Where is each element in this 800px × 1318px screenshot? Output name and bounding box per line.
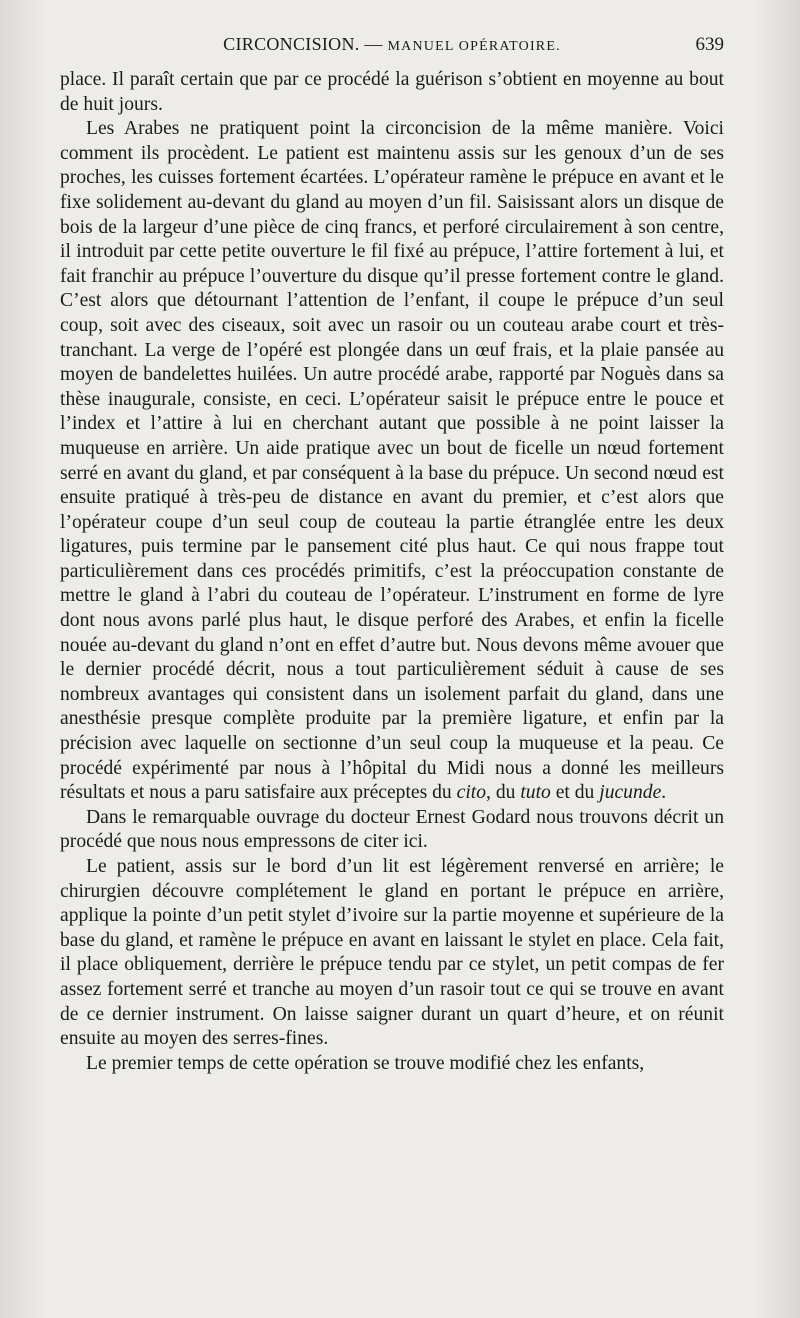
paragraph-2-tail: . <box>661 782 667 804</box>
running-title-main: CIRCONCISION. <box>223 34 360 54</box>
paragraph-2-italic-cito: cito <box>456 782 487 804</box>
paragraph-5-text: Le premier temps de cette opération se trouve modifié chez les enfants, <box>86 1052 645 1074</box>
paragraph-3 <box>60 806 724 855</box>
running-header <box>60 34 724 60</box>
paragraph-2-mid-2: et du <box>550 782 600 804</box>
paragraph-2 <box>60 117 724 806</box>
paragraph-2-italic-jucunde: jucunde <box>599 782 662 804</box>
running-title-dash: — <box>364 34 383 54</box>
paragraph-1 <box>60 68 724 117</box>
paragraph-1-text: place. Il paraît certain que par ce procédé la guérison s’obtient en moyenne au bout de huit jours. <box>60 69 724 115</box>
running-title <box>60 34 724 55</box>
paragraph-4-text: Le patient, assis sur le bord d’un lit est légèrement renversé en arrière; le chirurgien découvre complétement le gland en portant le prépuce en arrière, applique la pointe d’un petit stylet d’ivoire sur la partie moyenne et supérieure de la base du gland, et ramène le prépuce en avant en laissant le stylet en place. Cela fait, il place obliquement, derrière le prépuce tendu par ce stylet, un petit compas de fer assez fortement serré et tranche au moyen d’un rasoir tout ce qui se trouve en avant de ce dernier instrument. On laisse saigner durant un quart d’heure, et on réunit ensuite au moyen des serres-fines. <box>60 856 724 1050</box>
paragraph-3-text: Dans le remarquable ouvrage du docteur Ernest Godard nous trouvons décrit un procédé que nous nous empressons de citer ici. <box>60 806 724 853</box>
paragraph-5 <box>60 1052 724 1077</box>
paragraph-2-italic-tuto: tuto <box>520 782 551 804</box>
page-number: 639 <box>695 34 724 55</box>
paragraph-2-mid-1: , du <box>486 782 521 804</box>
paragraph-4 <box>60 855 724 1052</box>
running-title-sub: MANUEL OPÉRATOIRE. <box>387 39 561 54</box>
paragraph-2-text: Les Arabes ne pratiquent point la circoncision de la même manière. Voici comment ils procèdent. Le patient est maintenu assis sur les genoux d’un de ses proches, les cuisses fortement écartées. L’opérateur ramène le prépuce en avant et le fixe solidement au-devant du gland au moyen d’un fil. Saisissant alors un disque de bois de la largeur d’une pièce de cinq francs, et perforé circulairement à son centre, il introduit par cette petite ouverture le fil fixé au prépuce, l’attire fortement à lui, et fait franchir au prépuce l’ouverture du disque qu’il presse fortement contre le gland. C’est alors que détournant l’attention de l’enfant, il coupe le prépuce d’un seul coup, soit avec des ciseaux, soit avec un rasoir ou un couteau arabe court et très-tranchant. La verge de l’opéré est plongée dans un œuf frais, et la plaie pansée au moyen de bandelettes huilées. Un autre procédé arabe, rapporté par Noguès dans sa thèse inaugurale, consiste, en ceci. L’opérateur saisit le prépuce entre le pouce et l’index et l’attire à lui en cherchant autant que possible à ne point laisser la muqueuse en arrière. Un aide pratique avec un bout de ficelle un nœud fortement serré en avant du gland, et par conséquent à la base du prépuce. Un second nœud est ensuite pratiqué à très-peu de distance en avant du premier, et c’est alors que l’opérateur coupe d’un seul coup de couteau la partie étranglée entre les deux ligatures, puis termine par le pansement cité plus haut. Ce qui nous frappe tout particulièrement dans ces procédés primitifs, c’est la préoccupation constante de mettre le gland à l’abri du couteau de l’opérateur. L’instrument en forme de lyre dont nous avons parlé plus haut, le disque perforé des Arabes, et enfin la ficelle nouée au-devant du gland n’ont en effet d’autre but. Nous devons même avouer que le dernier procédé décrit, nous a tout particulièrement séduit à cause de ses nombreux avantages qui consistent dans un isolement parfait du gland, dans une anesthésie presque complète produite par la première ligature, et enfin par la précision avec laquelle on sectionne d’un seul coup la muqueuse et la peau. Ce procédé expérimenté par nous à l’hôpital du Midi nous a donné les meilleurs résultats et nous a paru satisfaire aux préceptes du <box>60 118 724 804</box>
body-text <box>60 68 724 1076</box>
